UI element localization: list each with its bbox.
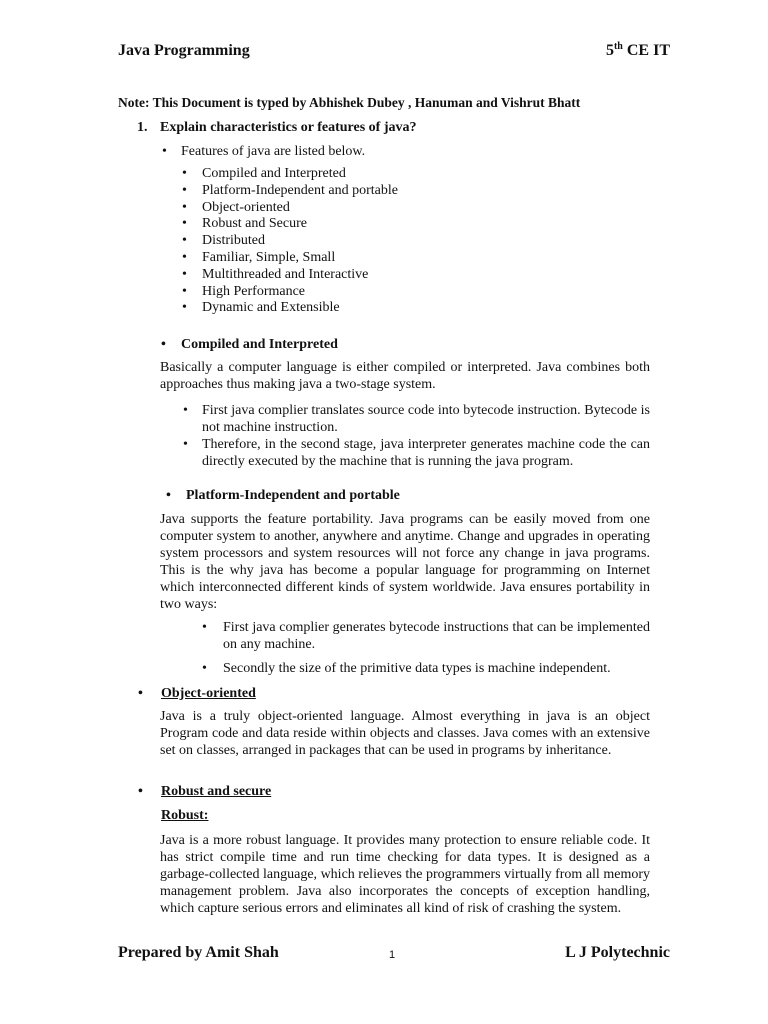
- compiled-point-2: • Therefore, in the second stage, java interpreter generates machine code the can directly executed by the machine that is running the java program.: [183, 437, 650, 469]
- bullet-icon: •: [182, 266, 187, 282]
- list-item: • Multithreaded and Interactive: [182, 266, 369, 282]
- question-number: 1.: [137, 120, 148, 135]
- author-label: Prepared by Amit Shah: [118, 944, 279, 961]
- course-title: Java Programming: [118, 42, 250, 59]
- list-item: • High Performance: [182, 283, 306, 299]
- list-item: • Distributed: [182, 233, 265, 249]
- document-page: Java Programming 5th CE IT Note: This Document is typed by Abhishek Dubey , Hanuman and Vishrut Bhatt 1. Explain characteristics or features of java? • Features of java are listed below. • Compiled and Interpreted • Platform-Independent and portable • Object-oriented • Robust and Secure • Distributed • Familiar, Simple, Small • Multithreaded and Interactive • High Performance • Dynamic and Extensible • Compiled and Interpreted Basically a computer language is either compiled or interpreted. Java combines both approaches thus making java a two-stage system. • First java complier translates source code into bytecode instruction. Bytecode is not machine instruction. • Therefore, in the second stage, java interpreter generates machine code the can directly executed by the machine that is running the java program. • Platform-Independent and portable Java supports the feature portability. Java programs can be easily moved from one computer system to another, anywhere and anytime. Change and upgrades in operating system processors and system resources will not force any change in java programs. This is the why java has become a popular language for programming on Internet which interconnected different kinds of system worldwide. Java ensures portability in two ways: • First java complier generates bytecode instructions that can be implemented on any machine. • Secondly the size of the primitive data types is machine independent. • Object-oriented Java is a truly object-oriented language. Almost everything in java is an object Program code and data reside within objects and classes. Java comes with an extensive set on classes, arranged in packages that can be used in programs by inheritance. • Robust and secure Robust: Java is a more robust language. It provides many protection to ensure reliable code. It has strict compile time and run time checking for data types. It is designed as a garbage-collected language, which relieves the programmers virtually from all memory management problem. Java also incorporates the concepts of exception handling, which capture serious errors and eliminates all kind of risk of crashing the system. Prepared by Amit Shah 1 L J Polytechnic: [0, 0, 768, 1024]
- bullet-icon: •: [182, 233, 187, 249]
- list-item: • Object-oriented: [182, 199, 290, 215]
- list-item: • Familiar, Simple, Small: [182, 249, 336, 265]
- institution-label: L J Polytechnic: [565, 944, 670, 961]
- bullet-icon: •: [202, 620, 207, 635]
- bullet-icon: •: [161, 337, 166, 352]
- object-paragraph: Java is a truly object-oriented language. Almost everything in java is an object Program code and data reside within objects and classes. Java comes with an extensive set on classes, arranged in packages that can be used in programs by inheritance.: [160, 709, 650, 758]
- robust-paragraph: Java is a more robust language. It provides many protection to ensure reliable code. It has strict compile time and run time checking for data types. It is designed as a garbage-collected language, which relieves the programmers virtually from all memory management problem. Java also incorporates the concepts of exception handling, which capture serious errors and eliminates all kind of risk of crashing the system.: [160, 833, 650, 916]
- question-text: Explain characteristics or features of java?: [160, 120, 417, 135]
- page-number: 1: [389, 949, 396, 961]
- bullet-icon: •: [162, 144, 167, 159]
- compiled-paragraph: Basically a computer language is either compiled or interpreted. Java combines both approaches thus making java a two-stage system.: [160, 360, 650, 392]
- bullet-icon: •: [138, 686, 143, 701]
- bullet-icon: •: [182, 249, 187, 265]
- bullet-icon: •: [182, 216, 187, 232]
- semester-label: 5th CE IT: [605, 41, 670, 59]
- bullet-icon: •: [182, 199, 187, 215]
- list-item: • Dynamic and Extensible: [182, 300, 340, 316]
- list-item: • Compiled and Interpreted: [182, 166, 346, 181]
- compiled-point-1: • First java complier translates source code into bytecode instruction. Bytecode is not machine instruction.: [183, 403, 650, 435]
- bullet-icon: •: [182, 166, 187, 181]
- bullet-icon: •: [183, 403, 188, 418]
- bullet-icon: •: [202, 661, 207, 676]
- platform-paragraph: Java supports the feature portability. Java programs can be easily moved from one computer system to another, anywhere and anytime. Change and upgrades in operating system processors and system resources will not force any change in java programs. This is the why java has become a popular language for programming on Internet which interconnected different kinds of system worldwide. Java ensures portability in two ways:: [160, 512, 650, 612]
- list-item: • Robust and Secure: [182, 216, 307, 232]
- features-list: [182, 166, 398, 317]
- bullet-icon: •: [138, 784, 143, 799]
- document-note: Note: This Document is typed by Abhishek Dubey , Hanuman and Vishrut Bhatt: [118, 95, 581, 110]
- platform-point-1: • First java complier generates bytecode instructions that can be implemented on any machine.: [202, 620, 650, 652]
- bullet-icon: •: [166, 488, 171, 503]
- bullet-icon: •: [182, 283, 187, 299]
- bullet-icon: •: [182, 300, 187, 316]
- platform-point-2: • Secondly the size of the primitive data types is machine independent.: [202, 661, 611, 676]
- list-item: • Platform-Independent and portable: [182, 182, 398, 198]
- bullet-icon: •: [183, 437, 188, 452]
- page-footer: [118, 944, 670, 966]
- question-heading: [137, 119, 417, 136]
- robust-subheading: Robust:: [161, 808, 209, 823]
- bullet-icon: •: [182, 182, 187, 198]
- page-header: [118, 42, 670, 64]
